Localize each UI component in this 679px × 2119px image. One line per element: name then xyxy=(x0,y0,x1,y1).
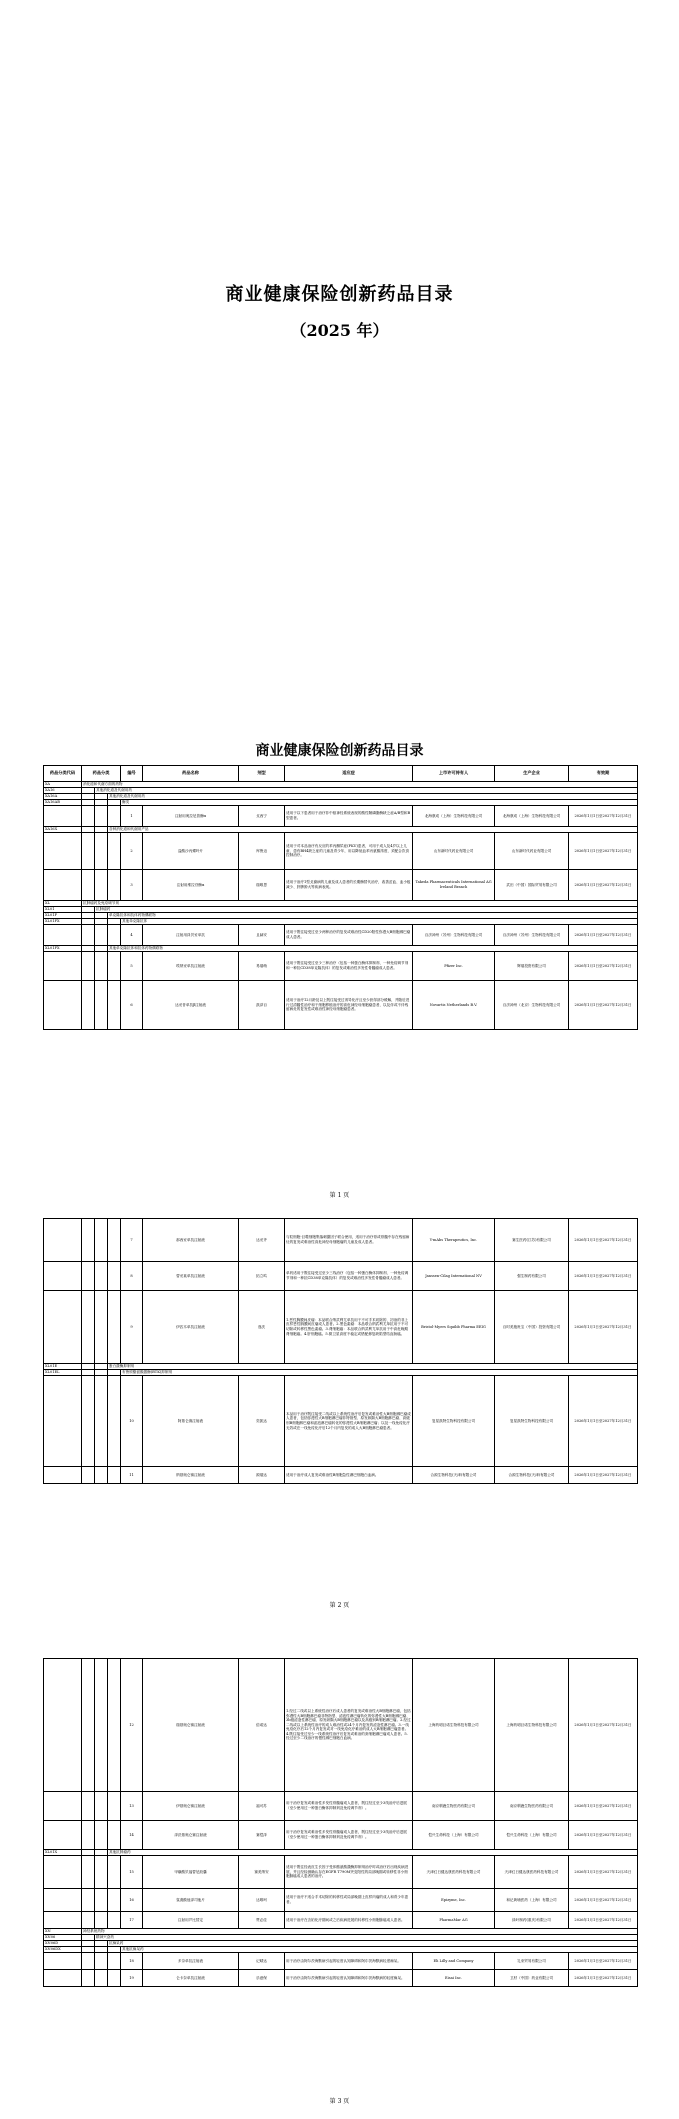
drug-name: 阿基仑赛注射液 xyxy=(143,1376,239,1467)
drug-brand: 乐意保 xyxy=(239,1970,285,1987)
drug-brand: 凯泽百 xyxy=(239,981,285,1030)
table-row xyxy=(44,1792,638,1821)
empty-cell xyxy=(95,952,108,981)
table-row xyxy=(44,806,638,827)
table-row xyxy=(44,1856,638,1889)
drug-producer: 上海药明巨诺生物科技有限公司 xyxy=(495,1659,569,1792)
empty-cell xyxy=(44,1659,82,1792)
empty-cell xyxy=(44,1912,82,1929)
row-number: 17 xyxy=(121,1912,143,1929)
empty-cell xyxy=(95,1889,108,1912)
category-name: 抗肿瘤药 xyxy=(95,907,638,913)
drug-name: 注射用奥拉尼普酶α xyxy=(143,806,239,827)
drug-validity: 2026年1月1日至2027年12月31日 xyxy=(569,1821,638,1850)
empty-cell xyxy=(44,1262,82,1291)
header-holder: 上市许可持有人 xyxy=(413,766,495,782)
category-name: 单克隆抗体和抗体药物偶联物 xyxy=(108,913,638,919)
drug-brand: 奕凯达 xyxy=(239,1376,285,1467)
page-number: 第 3 页 xyxy=(329,2098,350,2105)
drug-producer: 和记黄埔医药（上海）有限公司 xyxy=(495,1889,569,1912)
drug-brand: 源瑞达 xyxy=(239,1467,285,1484)
empty-cell xyxy=(95,1856,108,1889)
empty-cell xyxy=(95,981,108,1030)
category-code: XA16X xyxy=(44,827,82,833)
empty-cell xyxy=(44,870,82,901)
row-number: 8 xyxy=(121,1262,143,1291)
drug-indication: 用于治疗复发或难治性多发性骨髓瘤成人患者，既往经过至少3线治疗后进展（至少使用过一种蛋白酶体抑制剂及免疫调节剂）。 xyxy=(285,1821,413,1850)
drug-name: 替妥莫单抗注射液 xyxy=(143,1262,239,1291)
empty-cell xyxy=(95,1792,108,1821)
category-name: 抗肿瘤药及免疫调节剂 xyxy=(82,901,638,907)
drug-holder: 百济神州（苏州）生物科技有限公司 xyxy=(413,925,495,946)
drug-name: 达妥昔单抗β注射液 xyxy=(143,981,239,1030)
row-number: 15 xyxy=(121,1856,143,1889)
category-code: XL xyxy=(44,901,82,907)
row-number: 1 xyxy=(121,806,143,827)
category-code: XL01X xyxy=(44,1850,82,1856)
drug-holder: Eisai Inc. xyxy=(413,1970,495,1987)
drug-holder: Epizyme, Inc. xyxy=(413,1889,495,1912)
drug-validity: 2026年1月1日至2027年12月31日 xyxy=(569,1376,638,1467)
empty-cell xyxy=(108,1889,121,1912)
empty-cell xyxy=(82,1970,95,1987)
drug-brand: 赛恺泽 xyxy=(239,1821,285,1850)
drug-brand: 逸沃 xyxy=(239,1291,285,1364)
empty-cell xyxy=(95,1821,108,1850)
drug-validity: 2026年1月1日至2027年12月31日 xyxy=(569,1291,638,1364)
empty-cell xyxy=(108,1467,121,1484)
category-code: XN xyxy=(44,1929,82,1935)
drug-table-page-2 xyxy=(43,1218,638,1484)
category-name: 其他单克隆抗体 xyxy=(121,919,638,925)
empty-cell xyxy=(108,952,121,981)
empty-cell xyxy=(95,1262,108,1291)
category-name: 精神兴奋药 xyxy=(95,1935,638,1941)
drug-producer: 百济神州（北京）生物科技有限公司 xyxy=(495,981,569,1030)
drug-brand: 福可苏 xyxy=(239,1792,285,1821)
row-number: 11 xyxy=(121,1467,143,1484)
empty-cell xyxy=(95,870,108,901)
empty-cell xyxy=(95,1291,108,1364)
empty-cell xyxy=(44,1953,82,1970)
empty-cell xyxy=(108,1821,121,1850)
drug-name: 伊匹木单抗注射液 xyxy=(143,1291,239,1364)
empty-cell xyxy=(95,833,108,870)
drug-name: 多奈单抗注射液 xyxy=(143,1953,239,1970)
drug-holder: Y-mAbs Therapeutics, Inc. xyxy=(413,1219,495,1262)
drug-producer: 百济神州（苏州）生物科技有限公司 xyxy=(495,925,569,946)
empty-cell xyxy=(82,1376,95,1467)
row-number: 12 xyxy=(121,1659,143,1792)
category-name: 消化道和代谢方面的药物 xyxy=(82,782,638,788)
cover-year: （2025 年） xyxy=(290,321,389,340)
category-code: XN06DX xyxy=(44,1947,82,1953)
category-code: XN06 xyxy=(44,1935,82,1941)
drug-indication: 适用于治疗12月龄及以上既往接受过诱导化疗且至少获得部分缓解，并随后进行过清髓性治疗和干细胞移植治疗的高危神经母细胞瘤患者，以及伴或不伴残留病灶的复发性或难治性神经母细胞瘤患者。 xyxy=(285,981,413,1030)
empty-cell xyxy=(44,1291,82,1364)
drug-indication: 与粒细胞-巨噬细胞集落刺激因子联合使用，适用于治疗骨或骨髓中存在残留病灶的复发或难治性高危神经母细胞瘤的儿童及成人患者。 xyxy=(285,1219,413,1262)
drug-brand: 戈西宁 xyxy=(239,806,285,827)
drug-producer: 卫材（中国）药业有限公司 xyxy=(495,1970,569,1987)
drug-name: 氢溴酸他泽司他片 xyxy=(143,1889,239,1912)
category-name: 其他消化道及代谢用药 xyxy=(95,788,638,794)
empty-cell xyxy=(82,1262,95,1291)
empty-cell xyxy=(108,981,121,1030)
empty-cell xyxy=(44,1219,82,1262)
empty-cell xyxy=(82,870,95,901)
empty-cell xyxy=(44,1792,82,1821)
empty-cell xyxy=(95,1467,108,1484)
drug-name: 甲磺酸贝福替尼胶囊 xyxy=(143,1856,239,1889)
drug-table-page-1 xyxy=(43,765,638,1030)
drug-holder: Eli Lilly and Company xyxy=(413,1953,495,1970)
drug-producer: 辉瑞投资有限公司 xyxy=(495,952,569,981)
empty-cell xyxy=(82,833,95,870)
drug-producer: 合源生物科技(天津)有限公司 xyxy=(495,1467,569,1484)
drug-brand: 赞必佳 xyxy=(239,1912,285,1929)
empty-cell xyxy=(82,1953,95,1970)
category-code: XL01EL xyxy=(44,1370,82,1376)
drug-validity: 2026年1月1日至2027年12月31日 xyxy=(569,1889,638,1912)
category-code: XL01FX xyxy=(44,946,82,952)
category-code: XL01 xyxy=(44,907,82,913)
drug-validity: 2026年1月1日至2027年12月31日 xyxy=(569,806,638,827)
header-drug-name: 药品名称 xyxy=(143,766,239,782)
drug-table-page-3 xyxy=(43,1658,638,1987)
drug-name: 注射用维拉苷酶α xyxy=(143,870,239,901)
empty-cell xyxy=(108,1856,121,1889)
empty-cell xyxy=(108,1792,121,1821)
table-row xyxy=(44,870,638,901)
empty-cell xyxy=(108,1219,121,1262)
drug-name: 纳基奥仑赛注射液 xyxy=(143,1467,239,1484)
empty-cell xyxy=(44,833,82,870)
empty-cell xyxy=(44,952,82,981)
drug-brand: 记晴达 xyxy=(239,1953,285,1970)
empty-cell xyxy=(82,1659,95,1792)
row-number: 13 xyxy=(121,1792,143,1821)
table-row xyxy=(44,1467,638,1484)
empty-cell xyxy=(82,1291,95,1364)
empty-cell xyxy=(108,1953,121,1970)
category-code: XL01E xyxy=(44,1364,82,1370)
drug-validity: 2026年1月1日至2027年12月31日 xyxy=(569,1856,638,1889)
drug-indication: 用于治疗由阿尔茨海默病引起的轻度认知障碍和阿尔茨海默病的轻度痴呆。 xyxy=(285,1970,413,1987)
drug-producer: 绿叶制药(重庆)有限公司 xyxy=(495,1912,569,1929)
drug-producer: 复星凯特生物科技有限公司 xyxy=(495,1376,569,1467)
table-header-row xyxy=(44,766,638,782)
drug-indication: 适用于既往接受过至少两种治疗的复发或难治性CD20阳性弥漫大B细胞淋巴瘤成人患者。 xyxy=(285,925,413,946)
category-name: 各种消化道和代谢用产品 xyxy=(108,827,638,833)
drug-indication: 本品用于治疗既往接受二线或以上系统性治疗后复发或难治性大B细胞淋巴瘤成人患者，包括弥漫性大B细胞淋巴瘤非特指型、原发纵隔大B细胞淋巴瘤、高级别B细胞淋巴瘤和滤泡淋巴瘤转化的弥漫性大B细胞淋巴瘤；以及一线免疫化疗无效或在一线免疫化疗后12个月内复发的成人大B细胞淋巴瘤患者。 xyxy=(285,1376,413,1467)
empty-cell xyxy=(95,806,108,827)
drug-producer: 礼来贸易有限公司 xyxy=(495,1953,569,1970)
empty-cell xyxy=(95,1376,108,1467)
drug-indication: 适用于治疗成人复发或难治性B细胞急性淋巴细胞白血病。 xyxy=(285,1467,413,1484)
empty-cell xyxy=(108,1262,121,1291)
drug-name: 泽沃基奥仑赛注射液 xyxy=(143,1821,239,1850)
drug-indication: 适用于以下患者用于治疗非中枢神经系统表现的酸性鞘磷脂酶缺乏症A/B型和B型患者。 xyxy=(285,806,413,827)
empty-cell xyxy=(82,952,95,981)
drug-indication: 单药适用于既往接受过至少三线治疗（包括一种蛋白酶体抑制剂、一种免疫调节剂和一种抗CD38单克隆抗体）的复发或难治性多发性骨髓瘤成人患者。 xyxy=(285,1262,413,1291)
cover-title: 商业健康保险创新药品目录 xyxy=(225,284,454,305)
table-row xyxy=(44,1659,638,1792)
header-validity: 有效期 xyxy=(569,766,638,782)
empty-cell xyxy=(44,1467,82,1484)
category-name: 布鲁顿酪氨酸激酶(BTK)抑制剂 xyxy=(121,1370,638,1376)
drug-holder: Janssen-Cilag International NV xyxy=(413,1262,495,1291)
table-row xyxy=(44,925,638,946)
empty-cell xyxy=(44,925,82,946)
table-row xyxy=(44,1291,638,1364)
page-number: 第 2 页 xyxy=(329,1602,350,1609)
table-row xyxy=(44,1376,638,1467)
drug-name: 注射用芦比替定 xyxy=(143,1912,239,1929)
drug-validity: 2026年1月1日至2027年12月31日 xyxy=(569,1912,638,1929)
header-brand: 剂型 xyxy=(239,766,285,782)
drug-producer: 恺兴生命科技（上海）有限公司 xyxy=(495,1821,569,1850)
drug-holder: 复星凯特生物科技有限公司 xyxy=(413,1376,495,1467)
row-number: 14 xyxy=(121,1821,143,1850)
drug-holder: Pfizer Inc. xyxy=(413,952,495,981)
drug-validity: 2026年1月1日至2027年12月31日 xyxy=(569,1659,638,1792)
row-number: 3 xyxy=(121,870,143,901)
category-name: 其他抗痴呆药 xyxy=(121,1947,638,1953)
row-number: 2 xyxy=(121,833,143,870)
category-name: 其他消化道及代谢用药 xyxy=(108,794,638,800)
category-code: XL01FX xyxy=(44,919,82,925)
empty-cell xyxy=(44,1889,82,1912)
drug-holder: Takeda Pharmaceuticals International AG Ireland Branch xyxy=(413,870,495,901)
page-number: 第 1 页 xyxy=(329,1192,350,1199)
empty-cell xyxy=(44,1821,82,1850)
table-row xyxy=(44,1953,638,1970)
empty-cell xyxy=(95,1970,108,1987)
empty-cell xyxy=(95,1659,108,1792)
drug-holder: Bristol-Myers Squibb Pharma EEIG xyxy=(413,1291,495,1364)
drug-name: 埃纳妥单抗注射液 xyxy=(143,952,239,981)
drug-producer: 赛生医药(江苏)有限公司 xyxy=(495,1219,569,1262)
drug-holder: Novartis Netherlands B.V. xyxy=(413,981,495,1030)
drug-holder: 山东新时代药业有限公司 xyxy=(413,833,495,870)
empty-cell xyxy=(82,1889,95,1912)
empty-cell xyxy=(44,1970,82,1987)
drug-producer: 南京驯鹿生物医药有限公司 xyxy=(495,1792,569,1821)
empty-cell xyxy=(82,1912,95,1929)
drug-brand: 易瑞萌 xyxy=(239,952,285,981)
drug-name: 瑞基奥仑赛注射液 xyxy=(143,1659,239,1792)
empty-cell xyxy=(95,1912,108,1929)
table-row xyxy=(44,1219,638,1262)
drug-brand: 瑞唯思 xyxy=(239,870,285,901)
category-code: XN06D xyxy=(44,1941,82,1947)
category-code: XA16A xyxy=(44,794,82,800)
empty-cell xyxy=(108,1376,121,1467)
drug-holder: 合源生物科技(天津)有限公司 xyxy=(413,1467,495,1484)
table-row xyxy=(44,1889,638,1912)
row-number: 18 xyxy=(121,1953,143,1970)
drug-holder: PharmaMar AG xyxy=(413,1912,495,1929)
drug-brand: 库鲁迈 xyxy=(239,833,285,870)
table-row xyxy=(44,981,638,1030)
empty-cell xyxy=(82,1821,95,1850)
drug-producer: 强生制药有限公司 xyxy=(495,1262,569,1291)
drug-indication: 适用于治疗在含铂化疗期间或之后疾病进展的转移性小细胞肺癌成人患者。 xyxy=(285,1912,413,1929)
category-name: 抗痴呆药 xyxy=(108,1941,638,1947)
table-row xyxy=(44,1912,638,1929)
empty-cell xyxy=(108,1912,121,1929)
category-name: 酶类 xyxy=(121,800,638,806)
header-category-code: 药品分类代码 xyxy=(44,766,82,782)
drug-brand: 拓立鸣 xyxy=(239,1262,285,1291)
header-producer: 生产企业 xyxy=(495,766,569,782)
header-category: 药品分类 xyxy=(82,766,121,782)
empty-cell xyxy=(108,870,121,901)
empty-cell xyxy=(44,1376,82,1467)
drug-brand: 且赫安 xyxy=(239,925,285,946)
empty-cell xyxy=(108,833,121,870)
drug-brand: 倍诺达 xyxy=(239,1659,285,1792)
row-number: 10 xyxy=(121,1376,143,1467)
drug-validity: 2026年1月1日至2027年12月31日 xyxy=(569,1262,638,1291)
category-code: XA16AB xyxy=(44,800,82,806)
drug-producer: 天津红日健达康医药科技有限公司 xyxy=(495,1856,569,1889)
drug-name: 那西妥单抗注射液 xyxy=(143,1219,239,1262)
category-name: 其他抗肿瘤药 xyxy=(108,1850,638,1856)
row-number: 5 xyxy=(121,952,143,981)
row-number: 7 xyxy=(121,1219,143,1262)
category-code: XA16 xyxy=(44,788,82,794)
drug-holder: 北海康成（上海）生物科技有限公司 xyxy=(413,806,495,827)
drug-holder: 南京驯鹿生物医药有限公司 xyxy=(413,1792,495,1821)
drug-name: 盐酸沙丙蝶呤片 xyxy=(143,833,239,870)
drug-validity: 2026年1月1日至2027年12月31日 xyxy=(569,1953,638,1970)
empty-cell xyxy=(95,925,108,946)
category-code: XL01F xyxy=(44,913,82,919)
empty-cell xyxy=(82,1467,95,1484)
drug-brand: 达唯珂 xyxy=(239,1889,285,1912)
header-number: 编号 xyxy=(121,766,143,782)
empty-cell xyxy=(82,806,95,827)
empty-cell xyxy=(82,1219,95,1262)
empty-cell xyxy=(44,806,82,827)
row-number: 4 xyxy=(121,925,143,946)
drug-holder: 恺兴生命科技（上海）有限公司 xyxy=(413,1821,495,1850)
drug-brand: 赛美纳安 xyxy=(239,1856,285,1889)
empty-cell xyxy=(95,1953,108,1970)
category-name: 蛋白激酶抑制剂 xyxy=(108,1364,638,1370)
row-number: 16 xyxy=(121,1889,143,1912)
drug-name: 仑卡奈单抗注射液 xyxy=(143,1970,239,1987)
drug-validity: 2026年1月1日至2027年12月31日 xyxy=(569,925,638,946)
table-row xyxy=(44,1821,638,1850)
drug-brand: 达妥齐 xyxy=(239,1219,285,1262)
drug-validity: 2026年1月1日至2027年12月31日 xyxy=(569,981,638,1030)
drug-producer: 山东新时代药业有限公司 xyxy=(495,833,569,870)
row-number: 19 xyxy=(121,1970,143,1987)
empty-cell xyxy=(108,1970,121,1987)
drug-indication: 适用于既往经表皮生长因子受体酪氨酸激酶抑制剂治疗时或治疗后出现疾病进展，并且经检测确认存在EGFR T790M突变阳性的局部晚期或转移性非小细胞肺癌成人患者的治疗。 xyxy=(285,1856,413,1889)
empty-cell xyxy=(108,1659,121,1792)
table-title: 商业健康保险创新药品目录 xyxy=(255,743,424,759)
drug-name: 注射用泽贝妥单抗 xyxy=(143,925,239,946)
table-row xyxy=(44,833,638,870)
category-code: XA xyxy=(44,782,82,788)
category-name: 其他单克隆抗体和抗体药物偶联物 xyxy=(108,946,638,952)
drug-name: 伊基奥仑赛注射液 xyxy=(143,1792,239,1821)
empty-cell xyxy=(44,981,82,1030)
category-name: 神经系统药物 xyxy=(82,1929,638,1935)
row-number: 9 xyxy=(121,1291,143,1364)
drug-holder: 天津红日健达康医药科技有限公司 xyxy=(413,1856,495,1889)
empty-cell xyxy=(108,806,121,827)
drug-indication: 用于治疗由阿尔茨海默病引起的轻度认知障碍和阿尔茨海默病轻度痴呆。 xyxy=(285,1953,413,1970)
drug-producer: 北海康成（上海）生物科技有限公司 xyxy=(495,806,569,827)
empty-cell xyxy=(82,1856,95,1889)
drug-validity: 2026年1月1日至2027年12月31日 xyxy=(569,1792,638,1821)
drug-indication: 1.经过二线或以上系统性治疗后成人患者的复发或难治性大B细胞淋巴瘤，包括弥漫性大B细胞淋巴瘤非特指型、滤泡性淋巴瘤转化的弥漫性大B细胞淋巴瘤、3b级滤泡性淋巴瘤、原发纵隔大B细胞淋巴瘤以及高级别B细胞淋巴瘤。2.经过二线或以上系统性治疗的成人难治性或24个月内复发的滤泡性淋巴瘤。3.一线免疫化疗后12个月内复发或对一线免疫化疗难治的成人大B细胞淋巴瘤患者。4.既往接受过至少一线系统性治疗后复发或难治的套细胞淋巴瘤成人患者。5.经过至少二线治疗的慢性淋巴细胞白血病。 xyxy=(285,1659,413,1792)
drug-producer: 百时美施贵宝（中国）投资有限公司 xyxy=(495,1291,569,1364)
empty-cell xyxy=(95,1219,108,1262)
drug-validity: 2026年1月1日至2027年12月31日 xyxy=(569,1219,638,1262)
drug-indication: 用于治疗复发或难治性多发性骨髓瘤成人患者，既往经过至少3线治疗后进展（至少使用过一种蛋白酶体抑制剂及免疫调节剂）。 xyxy=(285,1792,413,1821)
drug-holder: 上海药明巨诺生物科技有限公司 xyxy=(413,1659,495,1792)
drug-validity: 2026年1月1日至2027年12月31日 xyxy=(569,1467,638,1484)
drug-validity: 2026年1月1日至2027年12月31日 xyxy=(569,833,638,870)
empty-cell xyxy=(108,1291,121,1364)
drug-indication: 适用于对本品治疗有反应的苯丙酮尿症(PKU)患者，可用于成人及4岁以上儿童、患有BH4缺乏症的儿童及青少年，用以降低血苯丙氨酸浓度，须配合饮食控制治疗。 xyxy=(285,833,413,870)
drug-indication: 1.恶性胸膜间皮瘤：本品联合纳武利尤单抗用于不可手术切除的、初治的非上皮样恶性胸膜间皮瘤成人患者。2.黑色素瘤：本品联合纳武利尤单抗用于不可切除或转移性黑色素瘤。3.肾细胞癌：本品联合纳武利尤单抗用于中高危晚期肾细胞癌。4.肝细胞癌。5.微卫星高度不稳定或错配修复缺陷型结直肠癌。 xyxy=(285,1291,413,1364)
drug-indication: 适用于既往接受过至少三种治疗（包括一种蛋白酶体抑制剂、一种免疫调节剂和一种抗CD38单克隆抗体）的复发或难治性多发性骨髓瘤成人患者。 xyxy=(285,952,413,981)
table-row xyxy=(44,1970,638,1987)
drug-indication: 适用于治疗不适合手术切除的转移性或局部晚期上皮样肉瘤的成人和青少年患者。 xyxy=(285,1889,413,1912)
table-row xyxy=(44,1262,638,1291)
empty-cell xyxy=(82,1792,95,1821)
drug-validity: 2026年1月1日至2027年12月31日 xyxy=(569,1970,638,1987)
drug-validity: 2026年1月1日至2027年12月31日 xyxy=(569,952,638,981)
empty-cell xyxy=(82,981,95,1030)
empty-cell xyxy=(44,1856,82,1889)
header-indication: 适应症 xyxy=(285,766,413,782)
empty-cell xyxy=(108,925,121,946)
drug-producer: 武田（中国）国际贸易有限公司 xyxy=(495,870,569,901)
empty-cell xyxy=(82,925,95,946)
drug-indication: 适用于治疗1型戈谢病的儿童及成人患者的长期酶替代治疗，改善贫血、血小板减少、肝脾肿大等疾病表现。 xyxy=(285,870,413,901)
drug-validity: 2026年1月1日至2027年12月31日 xyxy=(569,870,638,901)
table-row xyxy=(44,952,638,981)
row-number: 6 xyxy=(121,981,143,1030)
